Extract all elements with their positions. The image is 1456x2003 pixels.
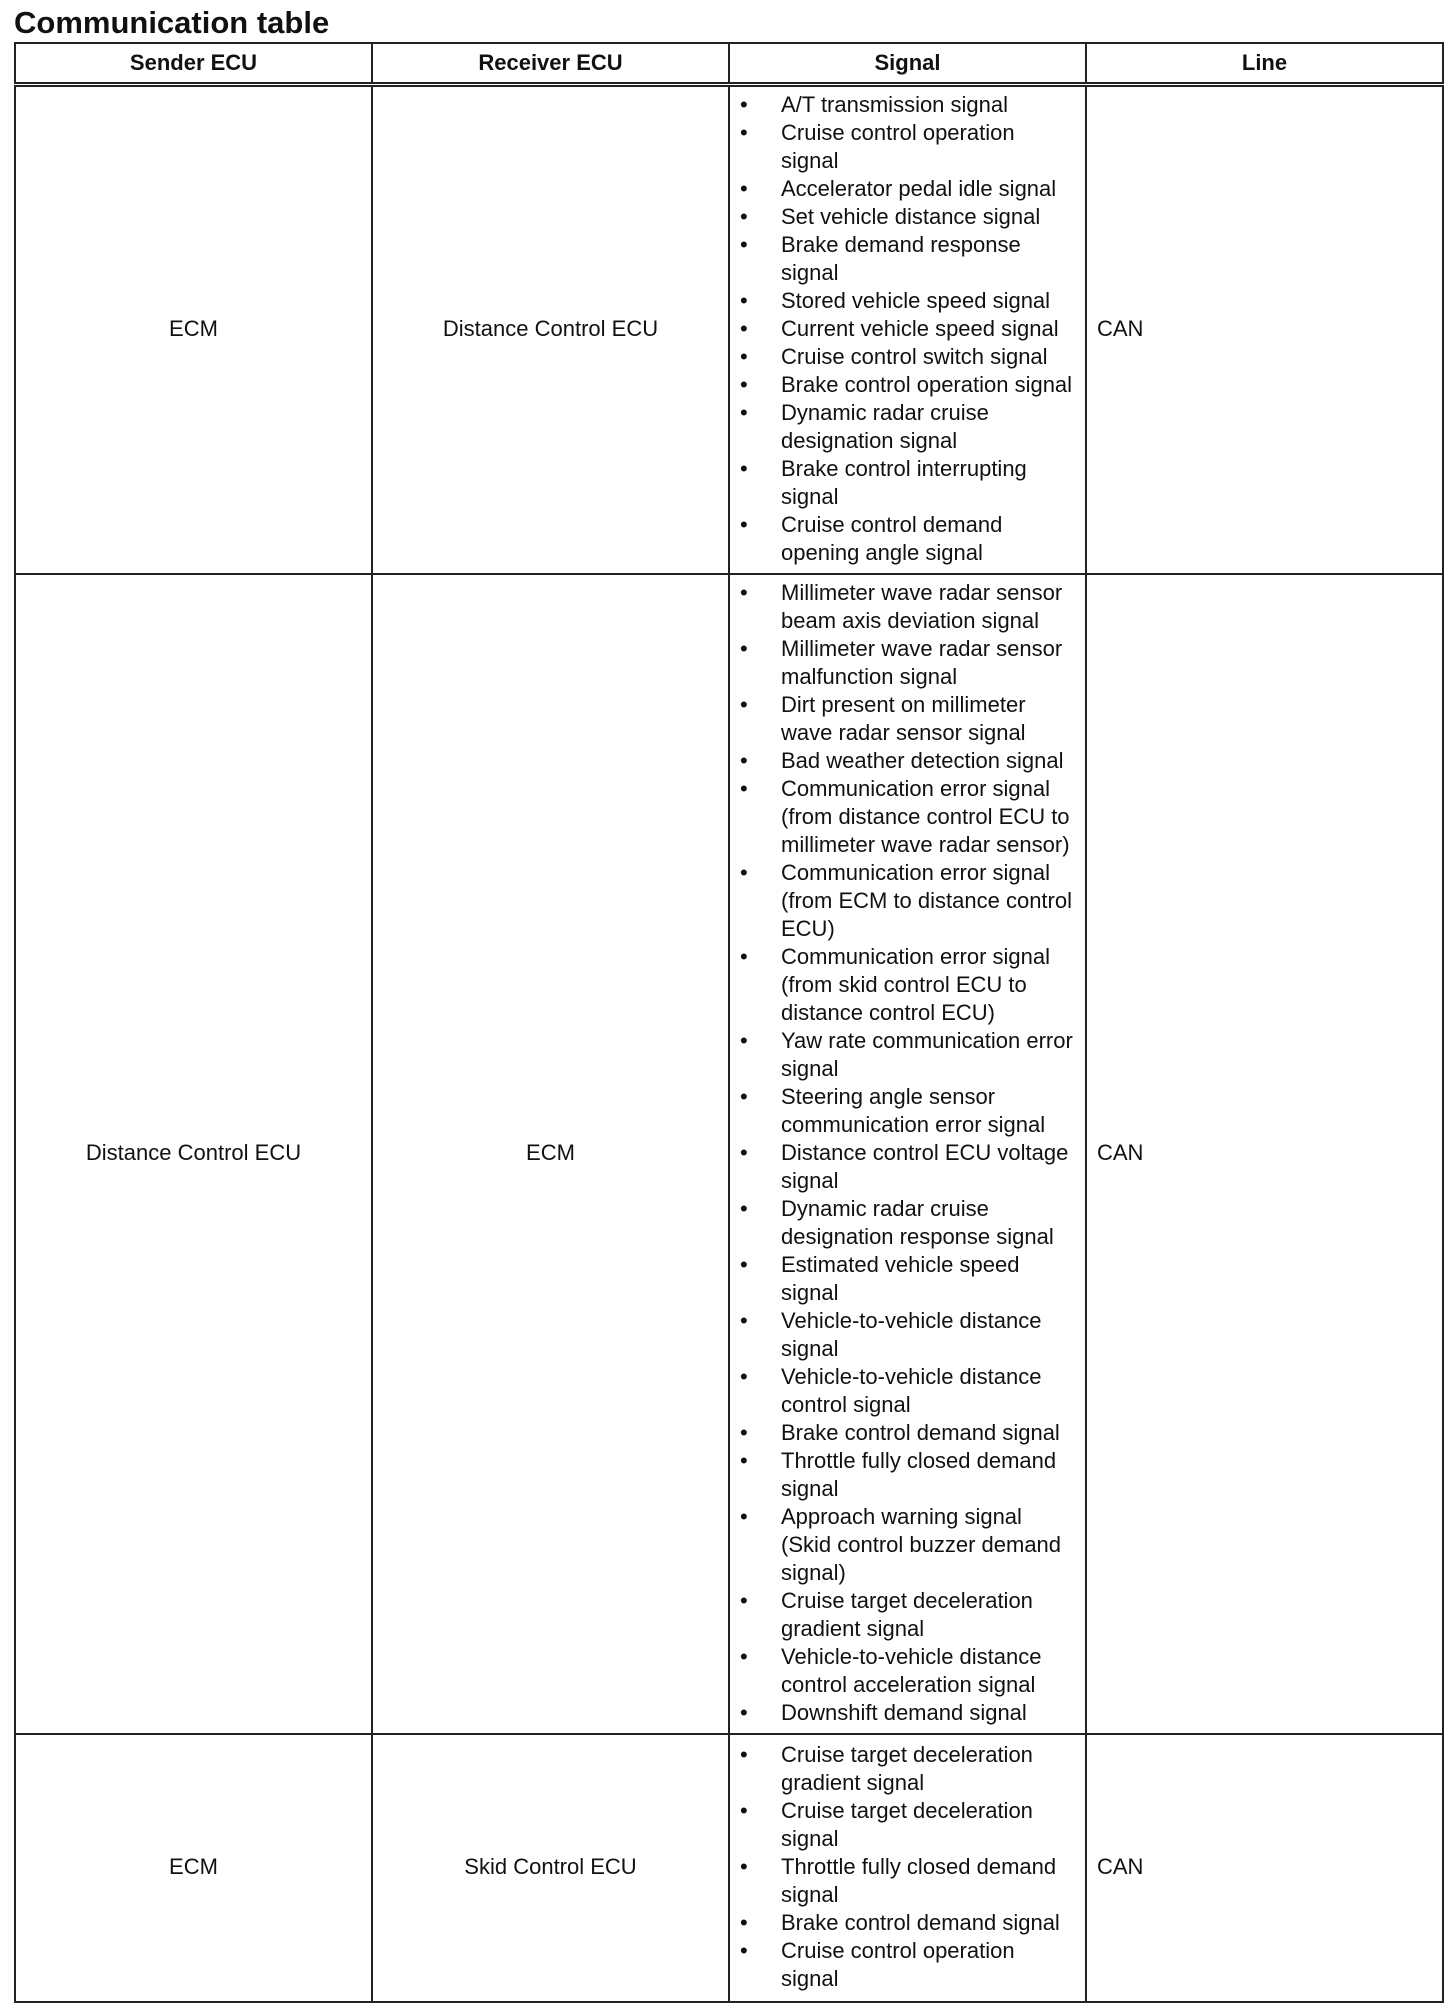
signal-item: • Cruise target deceleration signal bbox=[740, 1797, 1075, 1853]
signal-list bbox=[740, 1741, 1075, 1993]
signal-item: • Dynamic radar cruise designation response signal bbox=[740, 1195, 1075, 1251]
signal-list bbox=[740, 91, 1075, 567]
signal-item: • Downshift demand signal bbox=[740, 1699, 1075, 1727]
line-cell: CAN bbox=[1086, 574, 1443, 1734]
signal-item: • Set vehicle distance signal bbox=[740, 203, 1075, 231]
signal-item: • Current vehicle speed signal bbox=[740, 315, 1075, 343]
signal-item: • Cruise target deceleration gradient signal bbox=[740, 1587, 1075, 1643]
header-line: Line bbox=[1086, 43, 1443, 85]
signal-item: • Bad weather detection signal bbox=[740, 747, 1075, 775]
sender-cell: ECM bbox=[15, 85, 372, 575]
signal-item: • Stored vehicle speed signal bbox=[740, 287, 1075, 315]
table-row bbox=[15, 85, 1443, 575]
signal-item: • Brake control operation signal bbox=[740, 371, 1075, 399]
signal-item: • Vehicle-to-vehicle distance control acceleration signal bbox=[740, 1643, 1075, 1699]
header-signal: Signal bbox=[729, 43, 1086, 85]
signal-cell bbox=[729, 85, 1086, 575]
signal-item: • Millimeter wave radar sensor beam axis deviation signal bbox=[740, 579, 1075, 635]
signal-item: • Dynamic radar cruise designation signal bbox=[740, 399, 1075, 455]
receiver-cell: Distance Control ECU bbox=[372, 85, 729, 575]
signal-item: • Communication error signal (from distance control ECU to millimeter wave radar sensor) bbox=[740, 775, 1075, 859]
signal-item: • Throttle fully closed demand signal bbox=[740, 1447, 1075, 1503]
signal-item: • Cruise control demand opening angle signal bbox=[740, 511, 1075, 567]
header-row bbox=[15, 43, 1443, 85]
signal-item: • Dirt present on millimeter wave radar sensor signal bbox=[740, 691, 1075, 747]
signal-item: • Distance control ECU voltage signal bbox=[740, 1139, 1075, 1195]
receiver-cell: Skid Control ECU bbox=[372, 1734, 729, 2002]
signal-item: • Brake control interrupting signal bbox=[740, 455, 1075, 511]
table-row bbox=[15, 1734, 1443, 2002]
signal-item: • Vehicle-to-vehicle distance signal bbox=[740, 1307, 1075, 1363]
communication-table bbox=[14, 42, 1444, 2003]
signal-item: • Vehicle-to-vehicle distance control signal bbox=[740, 1363, 1075, 1419]
table-row bbox=[15, 574, 1443, 1734]
signal-cell bbox=[729, 574, 1086, 1734]
signal-item: • Estimated vehicle speed signal bbox=[740, 1251, 1075, 1307]
page-title: Communication table bbox=[14, 5, 330, 40]
signal-item: • Yaw rate communication error signal bbox=[740, 1027, 1075, 1083]
signal-item: • Brake control demand signal bbox=[740, 1419, 1075, 1447]
line-cell: CAN bbox=[1086, 1734, 1443, 2002]
signal-list bbox=[740, 579, 1075, 1727]
signal-item: • Accelerator pedal idle signal bbox=[740, 175, 1075, 203]
signal-item: • Cruise control operation signal bbox=[740, 119, 1075, 175]
sender-cell: ECM bbox=[15, 1734, 372, 2002]
signal-item: • Throttle fully closed demand signal bbox=[740, 1853, 1075, 1909]
signal-item: • Cruise target deceleration gradient signal bbox=[740, 1741, 1075, 1797]
signal-item: • A/T transmission signal bbox=[740, 91, 1075, 119]
signal-item: • Steering angle sensor communication error signal bbox=[740, 1083, 1075, 1139]
sender-cell: Distance Control ECU bbox=[15, 574, 372, 1734]
signal-item: • Cruise control operation signal bbox=[740, 1937, 1075, 1993]
header-sender-ecu: Sender ECU bbox=[15, 43, 372, 85]
signal-item: • Cruise control switch signal bbox=[740, 343, 1075, 371]
signal-item: • Millimeter wave radar sensor malfunction signal bbox=[740, 635, 1075, 691]
signal-cell bbox=[729, 1734, 1086, 2002]
receiver-cell: ECM bbox=[372, 574, 729, 1734]
signal-item: • Communication error signal (from ECM to distance control ECU) bbox=[740, 859, 1075, 943]
signal-item: • Brake demand response signal bbox=[740, 231, 1075, 287]
header-receiver-ecu: Receiver ECU bbox=[372, 43, 729, 85]
signal-item: • Communication error signal (from skid control ECU to distance control ECU) bbox=[740, 943, 1075, 1027]
line-cell: CAN bbox=[1086, 85, 1443, 575]
signal-item: • Brake control demand signal bbox=[740, 1909, 1075, 1937]
signal-item: • Approach warning signal (Skid control buzzer demand signal) bbox=[740, 1503, 1075, 1587]
